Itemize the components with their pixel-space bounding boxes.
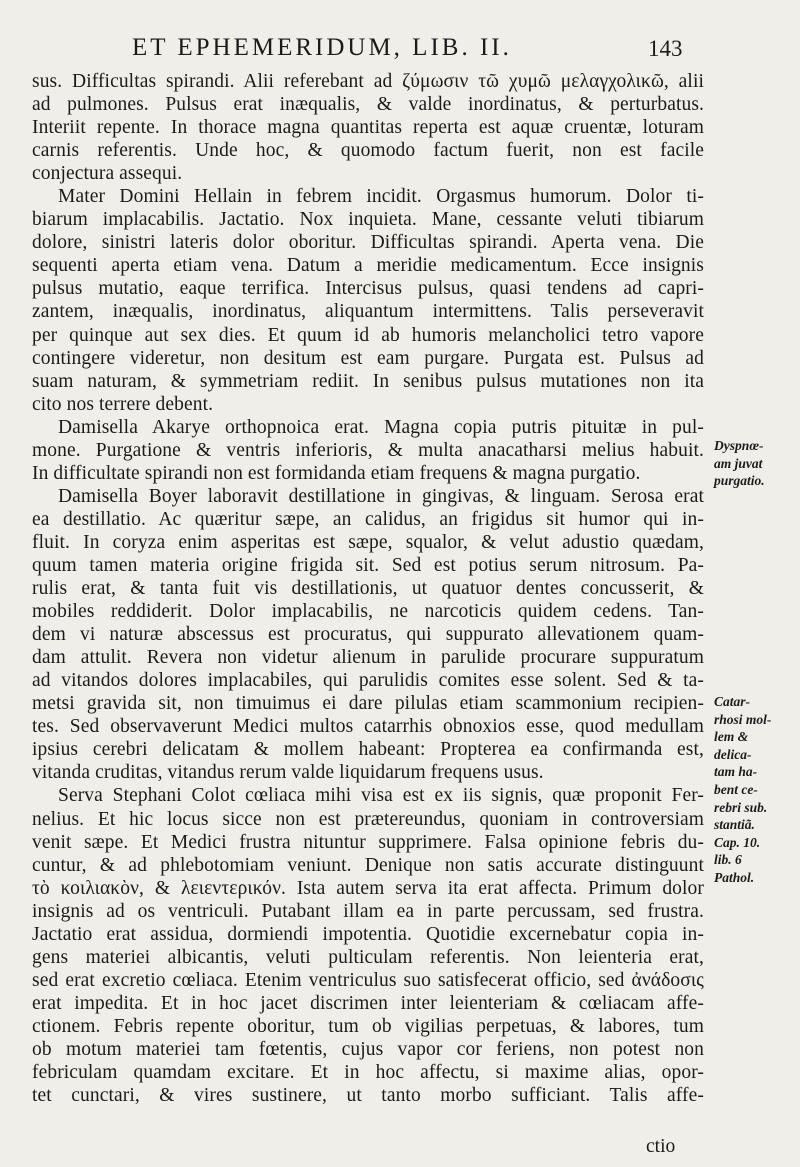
text-line: febriculam quamdam excitare. Et in hoc affectu, si maxime alias, opor- <box>32 1062 704 1084</box>
text-line: Interiit repente. In thorace magna quantitas reperta est aquæ cruentæ, loturam <box>32 117 704 139</box>
text-line: gens materiei albicantis, veluti pulticulam referentis. Non leienteria erat, <box>32 946 704 968</box>
margin-note-line: rhosi mol- <box>714 711 772 727</box>
margin-note-line: Cap. 10. <box>714 834 761 850</box>
text-line: biarum implacabilis. Jactatio. Nox inquieta. Mane, cessante veluti tibiarum <box>32 209 704 231</box>
running-title: ET EPHEMERIDUM, LIB. II. <box>132 34 512 61</box>
text-line: Mater Domini Hellain in febrem incidit. Orgasmus humorum. Dolor ti- <box>58 186 704 208</box>
text-line: In difficultate spirandi non est formidanda etiam frequens & magna purgatio. <box>32 462 641 484</box>
margin-note-line: tam ha- <box>714 764 758 780</box>
margin-note-dyspnoea <box>714 437 765 490</box>
text-line: Damisella Boyer laboravit destillatione in gingivas, & linguam. Serosa erat <box>58 485 704 507</box>
page-number: 143 <box>648 36 683 61</box>
text-line: ob motum materiei tam fœtentis, cujus vapor cor feriens, non potest non <box>32 1038 704 1060</box>
text-line: metsi gravida sit, non timuimus ei dare pilulas etiam scammonium recipien- <box>32 693 704 715</box>
text-line: tes. Sed observaverunt Medici multos catarrhis obnoxios esse, quod medullam <box>32 716 704 738</box>
catchword: ctio <box>646 1136 676 1157</box>
text-line: erat impedita. Et in hoc jacet discrimen inter leienteriam & cœliacam affe- <box>32 992 704 1014</box>
margin-note-line: lem & <box>714 729 749 745</box>
text-line: Serva Stephani Colot cœliaca mihi visa est ex iis signis, quæ proponit Fer- <box>58 785 704 807</box>
margin-note-line: rebri sub. <box>714 799 768 815</box>
text-line: τὸ κοιλιακὸν, & λειεντερικόν. Ista autem serva ita erat affecta. Primum dolor <box>32 877 704 899</box>
text-line: ctionem. Febris repente oboritur, tum ob vigilias perpetuas, & labores, tum <box>32 1015 704 1037</box>
text-line: nelius. Et hic locus sicce non est prætereundus, quoniam in controversiam <box>32 808 704 830</box>
text-line: Damisella Akarye orthopnoica erat. Magna copia putris pituitæ in pul- <box>58 416 704 438</box>
text-line: cito nos terrere debent. <box>32 393 214 415</box>
text-line: contingere videretur, non desitum est eam purgare. Purgata est. Pulsus ad <box>32 347 704 369</box>
text-line: zantem, inæqualis, inordinatus, aliquantum intermittens. Talis perseveravit <box>32 301 704 323</box>
text-line: Jactatio erat assidua, dormiendi impotentia. Quotidie excernebatur copia in- <box>32 923 704 945</box>
text-line: dam attulit. Revera non videtur alienum in parulide procurare suppuratum <box>32 647 704 669</box>
text-line: cuntur, & ad phlebotomiam veniunt. Denique non satis accurate distinguunt <box>32 854 704 876</box>
text-line: sequenti aperta etiam vena. Datum a meridie medicamentum. Ecce insignis <box>32 255 704 277</box>
text-line: quum tamen materia origine frigida sit. Sed est potius serum nitrosum. Pa- <box>32 554 704 576</box>
text-line: sed erat excretio cœliaca. Etenim ventriculus suo satisfecerat officio, sed ἀνάδοσις <box>32 969 704 991</box>
text-line: ad pulmones. Pulsus erat inæqualis, & valde inordinatus, & perturbatus. <box>32 94 704 116</box>
text-line: venit sæpe. Et Medici frustra nituntur supprimere. Falsa opinione febris du- <box>32 831 704 853</box>
text-line: pulsus mutatio, eaque terrifica. Intercisus pulsus, quasi tendens ad capri- <box>32 278 704 300</box>
text-line: dem vi naturæ abscessus est procuratus, qui suppurato allevationem quam- <box>32 624 704 646</box>
margin-note-line: Pathol. <box>714 869 755 885</box>
page-header <box>0 34 800 74</box>
text-line: vitanda cruditas, vitandus rerum valde liquidarum frequens usus. <box>32 762 544 784</box>
text-line: suam naturam, & symmetriam rediit. In senibus pulsus mutationes non ita <box>32 370 704 392</box>
text-line: ad vitandos dolores implacabiles, qui parulidis comites esse solent. Sed & ta- <box>32 670 704 692</box>
text-line: dolore, sinistri lateris dolor oboritur. Difficultas spirandi. Aperta vena. Die <box>32 232 704 254</box>
text-line: tet cunctari, & vires sustinere, ut tanto morbo sufficiant. Talis affe- <box>32 1085 704 1107</box>
text-line: ea destillatio. Ac quæritur sæpe, an calidus, an frigidus sit humor qui in- <box>32 508 704 530</box>
margin-note-line: Catar- <box>714 694 751 709</box>
text-line: carnis referentis. Unde hoc, & quomodo factum fuerit, non est facile <box>32 140 704 162</box>
margin-note-line: lib. 6 <box>714 852 742 868</box>
text-line: fluit. In coryza enim asperitas est sæpe, squalor, & velut adustio quædam, <box>32 531 704 553</box>
margin-note-line: Dyspnœ- <box>714 438 764 453</box>
margin-note-line: stantiã. <box>714 817 755 833</box>
margin-note-line: purgatio. <box>714 473 765 489</box>
margin-note-line: am juvat <box>714 455 763 471</box>
text-line: sus. Difficultas spirandi. Alii referebant ad ζύμωσιν τῶ χυμῶ μελαγχολικῶ, alii <box>32 71 704 92</box>
margin-note-line: delica- <box>714 746 752 762</box>
text-line: mobiles reddiderit. Dolor implacabilis, ne narcoticis quidem cedens. Tan- <box>32 601 704 623</box>
text-line: conjectura assequi. <box>32 163 183 185</box>
text-line: rulis erat, & tanta fuit vis destillationis, ut quatuor dentes concusserit, & <box>32 578 704 600</box>
text-line: insignis ad os ventriculi. Putabant illam ea in parte percussam, sed frustra. <box>32 900 704 922</box>
text-line: per quinque aut sex dies. Et quum id ab humoris melancholici tetro vapore <box>32 324 704 346</box>
text-line: ipsius cerebri delicatam & mollem habeant: Propterea ea confirmanda est, <box>32 739 704 761</box>
margin-note-catarrh <box>714 693 771 887</box>
margin-note-line: bent ce- <box>714 781 758 797</box>
body-text <box>32 70 704 1107</box>
text-line: mone. Purgatione & ventris inferioris, & multa anacatharsi melius habuit. <box>32 439 704 461</box>
